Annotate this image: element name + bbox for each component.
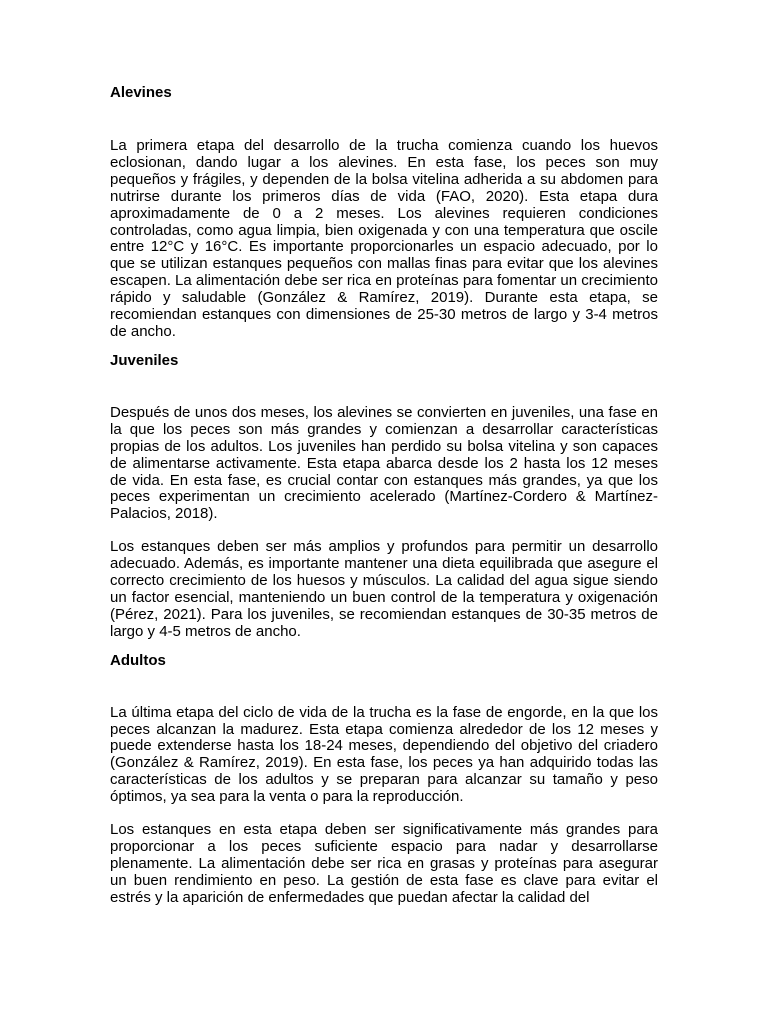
paragraph-juveniles-2: Los estanques deben ser más amplios y profundos para permitir un desarrollo adecuado. Además, es importante mantener una dieta equilibrada que asegure el correcto crecimiento de los huesos y músculos. La calidad del agua sigue siendo un factor esencial, manteniendo un buen control de la temperatura y oxigenación (Pérez, 2021). Para los juveniles, se recomiendan estanques de 30-35 metros de largo y 4-5 metros de ancho. (110, 538, 658, 640)
paragraph-alevines-1: La primera etapa del desarrollo de la trucha comienza cuando los huevos eclosionan, dando lugar a los alevines. En esta fase, los peces son muy pequeños y frágiles, y dependen de la bolsa vitelina adherida a su abdomen para nutrirse durante los primeros días de vida (FAO, 2020). Esta etapa dura aproximadamente de 0 a 2 meses. Los alevines requieren condiciones controladas, como agua limpia, bien oxigenada y con una temperatura que oscile entre 12°C y 16°C. Es importante proporcionarles un espacio adecuado, por lo que se utilizan estanques pequeños con mallas finas para evitar que los alevines escapen. La alimentación debe ser rica en proteínas para fomentar un crecimiento rápido y saludable (González & Ramírez, 2019). Durante esta etapa, se recomiendan estanques con dimensiones de 25-30 metros de largo y 3-4 metros de ancho. (110, 137, 658, 340)
document-page (110, 84, 658, 907)
paragraph-juveniles-1: Después de unos dos meses, los alevines se convierten en juveniles, una fase en la que los peces son más grandes y comienzan a desarrollar características propias de los adultos. Los juveniles han perdido su bolsa vitelina y son capaces de alimentarse activamente. Esta etapa abarca desde los 2 hasta los 12 meses de vida. En esta fase, es crucial contar con estanques más grandes, ya que los peces experimentan un crecimiento acelerado (Martínez-Cordero & Martínez-Palacios, 2018). (110, 403, 658, 523)
paragraph-adultos-1: La última etapa del ciclo de vida de la trucha es la fase de engorde, en la que los peces alcanzan la madurez. Esta etapa comienza alrededor de los 12 meses y puede extenderse hasta los 18-24 meses, dependiendo del objetivo del criadero (González & Ramírez, 2019). En esta fase, los peces ya han adquirido todas las características de los adultos y se preparan para alcanzar su tamaño y peso óptimos, ya sea para la venta o para la reproducción. (110, 703, 658, 806)
section-heading-adultos: Adultos (110, 651, 166, 669)
paragraph-adultos-2: Los estanques en esta etapa deben ser significativamente más grandes para proporcionar a los peces suficiente espacio para nadar y desarrollarse plenamente. La alimentación debe ser rica en grasas y proteínas para asegurar un buen rendimiento en peso. La gestión de esta fase es clave para evitar el estrés y la aparición de enfermedades que puedan afectar la calidad del (110, 821, 658, 906)
section-heading-alevines: Alevines (110, 84, 172, 101)
section-heading-juveniles: Juveniles (110, 351, 179, 369)
